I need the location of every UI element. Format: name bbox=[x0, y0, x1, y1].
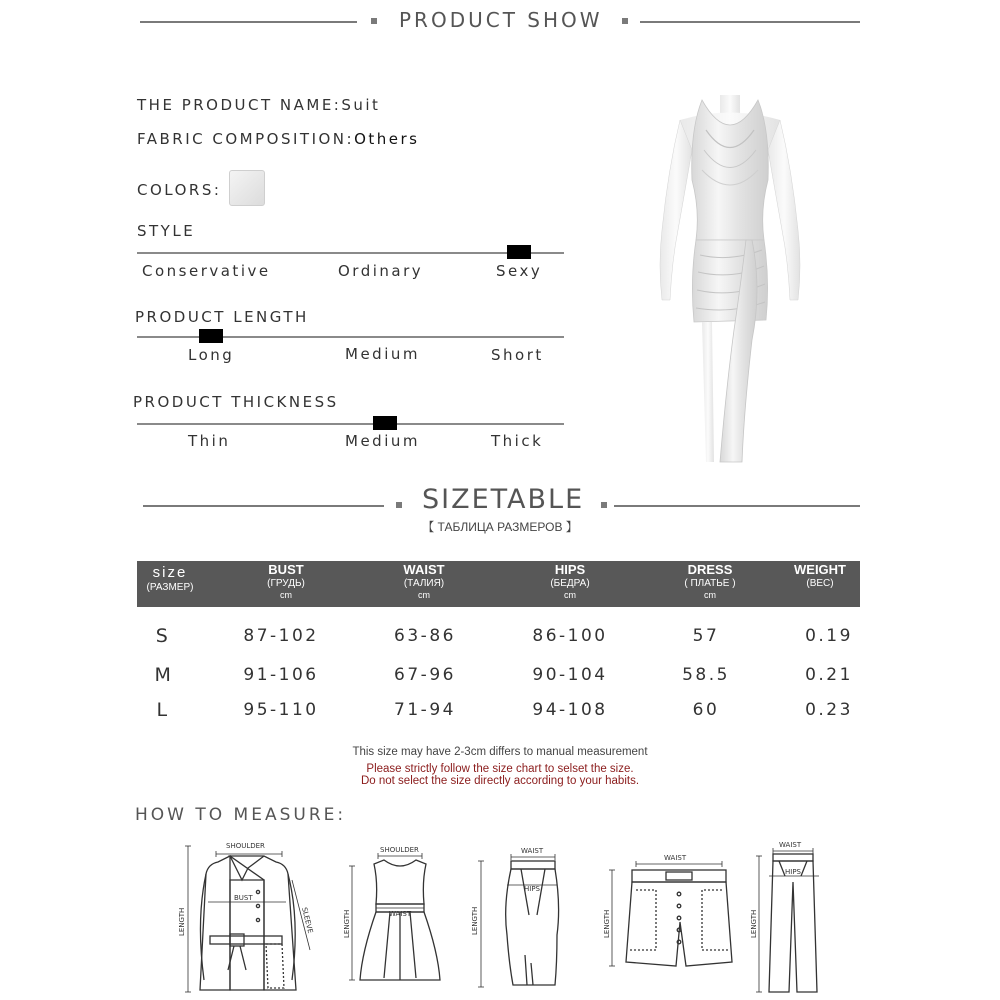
label-waist: WAIST bbox=[779, 842, 802, 849]
skirt-measure-diagram bbox=[465, 845, 585, 995]
cell-weight: 0.21 bbox=[805, 665, 853, 685]
style-option-conservative: Conservative bbox=[142, 262, 271, 280]
size-table-header bbox=[137, 561, 860, 607]
length-title: PRODUCT LENGTH bbox=[135, 308, 309, 326]
header-size: size (РАЗМЕР) bbox=[146, 564, 194, 593]
cell-bust: 87-102 bbox=[243, 626, 319, 646]
product-show-title: PRODUCT SHOW bbox=[399, 8, 603, 32]
label-hips: HIPS bbox=[524, 885, 540, 893]
warning-line-2: Do not select the size directly according to your habits. bbox=[360, 775, 640, 787]
product-name-label: THE PRODUCT NAME: bbox=[137, 96, 342, 114]
header-hips: HIPS (БЕДРА) cm bbox=[550, 562, 590, 600]
label-length: LENGTH bbox=[750, 909, 758, 938]
cell-waist: 63-86 bbox=[394, 626, 456, 646]
cell-bust: 91-106 bbox=[243, 665, 319, 685]
label-length: LENGTH bbox=[603, 909, 611, 938]
thickness-option-thick: Thick bbox=[491, 432, 544, 450]
fabric-row bbox=[137, 130, 419, 148]
cell-size: M bbox=[154, 664, 174, 686]
sizetable-line-left bbox=[143, 505, 384, 507]
cell-dress: 58.5 bbox=[682, 665, 730, 685]
sizetable-line-right bbox=[614, 505, 860, 507]
label-waist: WAIST bbox=[521, 847, 544, 855]
cell-weight: 0.23 bbox=[805, 700, 853, 720]
style-option-ordinary: Ordinary bbox=[338, 262, 424, 280]
cell-size: S bbox=[155, 625, 171, 647]
shorts-measure-diagram bbox=[598, 850, 748, 980]
sizetable-subtitle: 【 ТАБЛИЦА РАЗМЕРОВ 】 bbox=[422, 520, 578, 534]
fabric-value: Others bbox=[354, 130, 420, 148]
cell-dress: 57 bbox=[692, 626, 720, 646]
length-scale-marker[interactable] bbox=[199, 329, 223, 343]
cell-hips: 90-104 bbox=[532, 665, 608, 685]
label-length: LENGTH bbox=[343, 909, 351, 938]
thickness-title: PRODUCT THICKNESS bbox=[133, 393, 339, 411]
label-bust: BUST bbox=[234, 894, 253, 902]
product-name-value: Suit bbox=[341, 96, 381, 114]
style-title: STYLE bbox=[137, 222, 196, 240]
cell-waist: 71-94 bbox=[394, 700, 456, 720]
label-length: LENGTH bbox=[471, 906, 479, 935]
sizetable-title: SIZETABLE bbox=[422, 484, 585, 515]
cell-bust: 95-110 bbox=[243, 700, 319, 720]
header-dot-left bbox=[371, 18, 377, 24]
header-dress: DRESS ( ПЛАТЬЕ ) cm bbox=[684, 562, 736, 600]
label-shoulder: SHOULDER bbox=[226, 842, 265, 850]
fabric-label: FABRIC COMPOSITION: bbox=[137, 130, 355, 148]
sizetable-dot-left bbox=[396, 502, 402, 508]
thickness-option-thin: Thin bbox=[188, 432, 231, 450]
thickness-option-medium: Medium bbox=[345, 432, 420, 450]
cell-waist: 67-96 bbox=[394, 665, 456, 685]
length-option-medium: Medium bbox=[345, 345, 420, 363]
sizetable-dot-right bbox=[601, 502, 607, 508]
label-sleeve: SLEEVE bbox=[300, 906, 315, 935]
style-option-sexy: Sexy bbox=[496, 262, 543, 280]
style-scale-line bbox=[137, 252, 564, 254]
header-bust: BUST (ГРУДЬ) cm bbox=[267, 562, 305, 600]
colors-label: COLORS: bbox=[137, 181, 222, 199]
header-weight: WEIGHT (ВЕС) bbox=[794, 562, 846, 589]
jacket-measure-diagram bbox=[170, 840, 320, 1000]
cell-hips: 86-100 bbox=[532, 626, 608, 646]
product-photo[interactable] bbox=[640, 90, 820, 470]
dress-measure-diagram bbox=[340, 842, 460, 992]
cell-size: L bbox=[156, 699, 170, 721]
pants-measure-diagram bbox=[745, 842, 835, 998]
how-to-measure-title: HOW TO MEASURE: bbox=[135, 805, 347, 825]
label-waist: WAIST bbox=[389, 910, 412, 918]
measurement-note: This size may have 2-3cm differs to manual measurement bbox=[352, 746, 648, 758]
thickness-scale-marker[interactable] bbox=[373, 416, 397, 430]
header-line-left bbox=[140, 21, 357, 23]
product-name-row bbox=[137, 96, 380, 114]
style-scale-marker[interactable] bbox=[507, 245, 531, 259]
color-swatch-white[interactable] bbox=[229, 170, 265, 206]
header-waist: WAIST (ТАЛИЯ) cm bbox=[403, 562, 445, 600]
header-dot-right bbox=[622, 18, 628, 24]
cell-hips: 94-108 bbox=[532, 700, 608, 720]
label-shoulder: SHOULDER bbox=[380, 846, 419, 854]
cell-weight: 0.19 bbox=[805, 626, 853, 646]
length-option-short: Short bbox=[491, 346, 544, 364]
label-hips: HIPS bbox=[785, 868, 801, 876]
length-option-long: Long bbox=[188, 346, 235, 364]
warning-line-1: Please strictly follow the size chart to selset the size. bbox=[366, 763, 634, 775]
cell-dress: 60 bbox=[692, 700, 720, 720]
label-waist: WAIST bbox=[664, 854, 687, 862]
thickness-scale-line bbox=[137, 423, 564, 425]
header-line-right bbox=[640, 21, 860, 23]
label-length: LENGTH bbox=[178, 907, 186, 936]
